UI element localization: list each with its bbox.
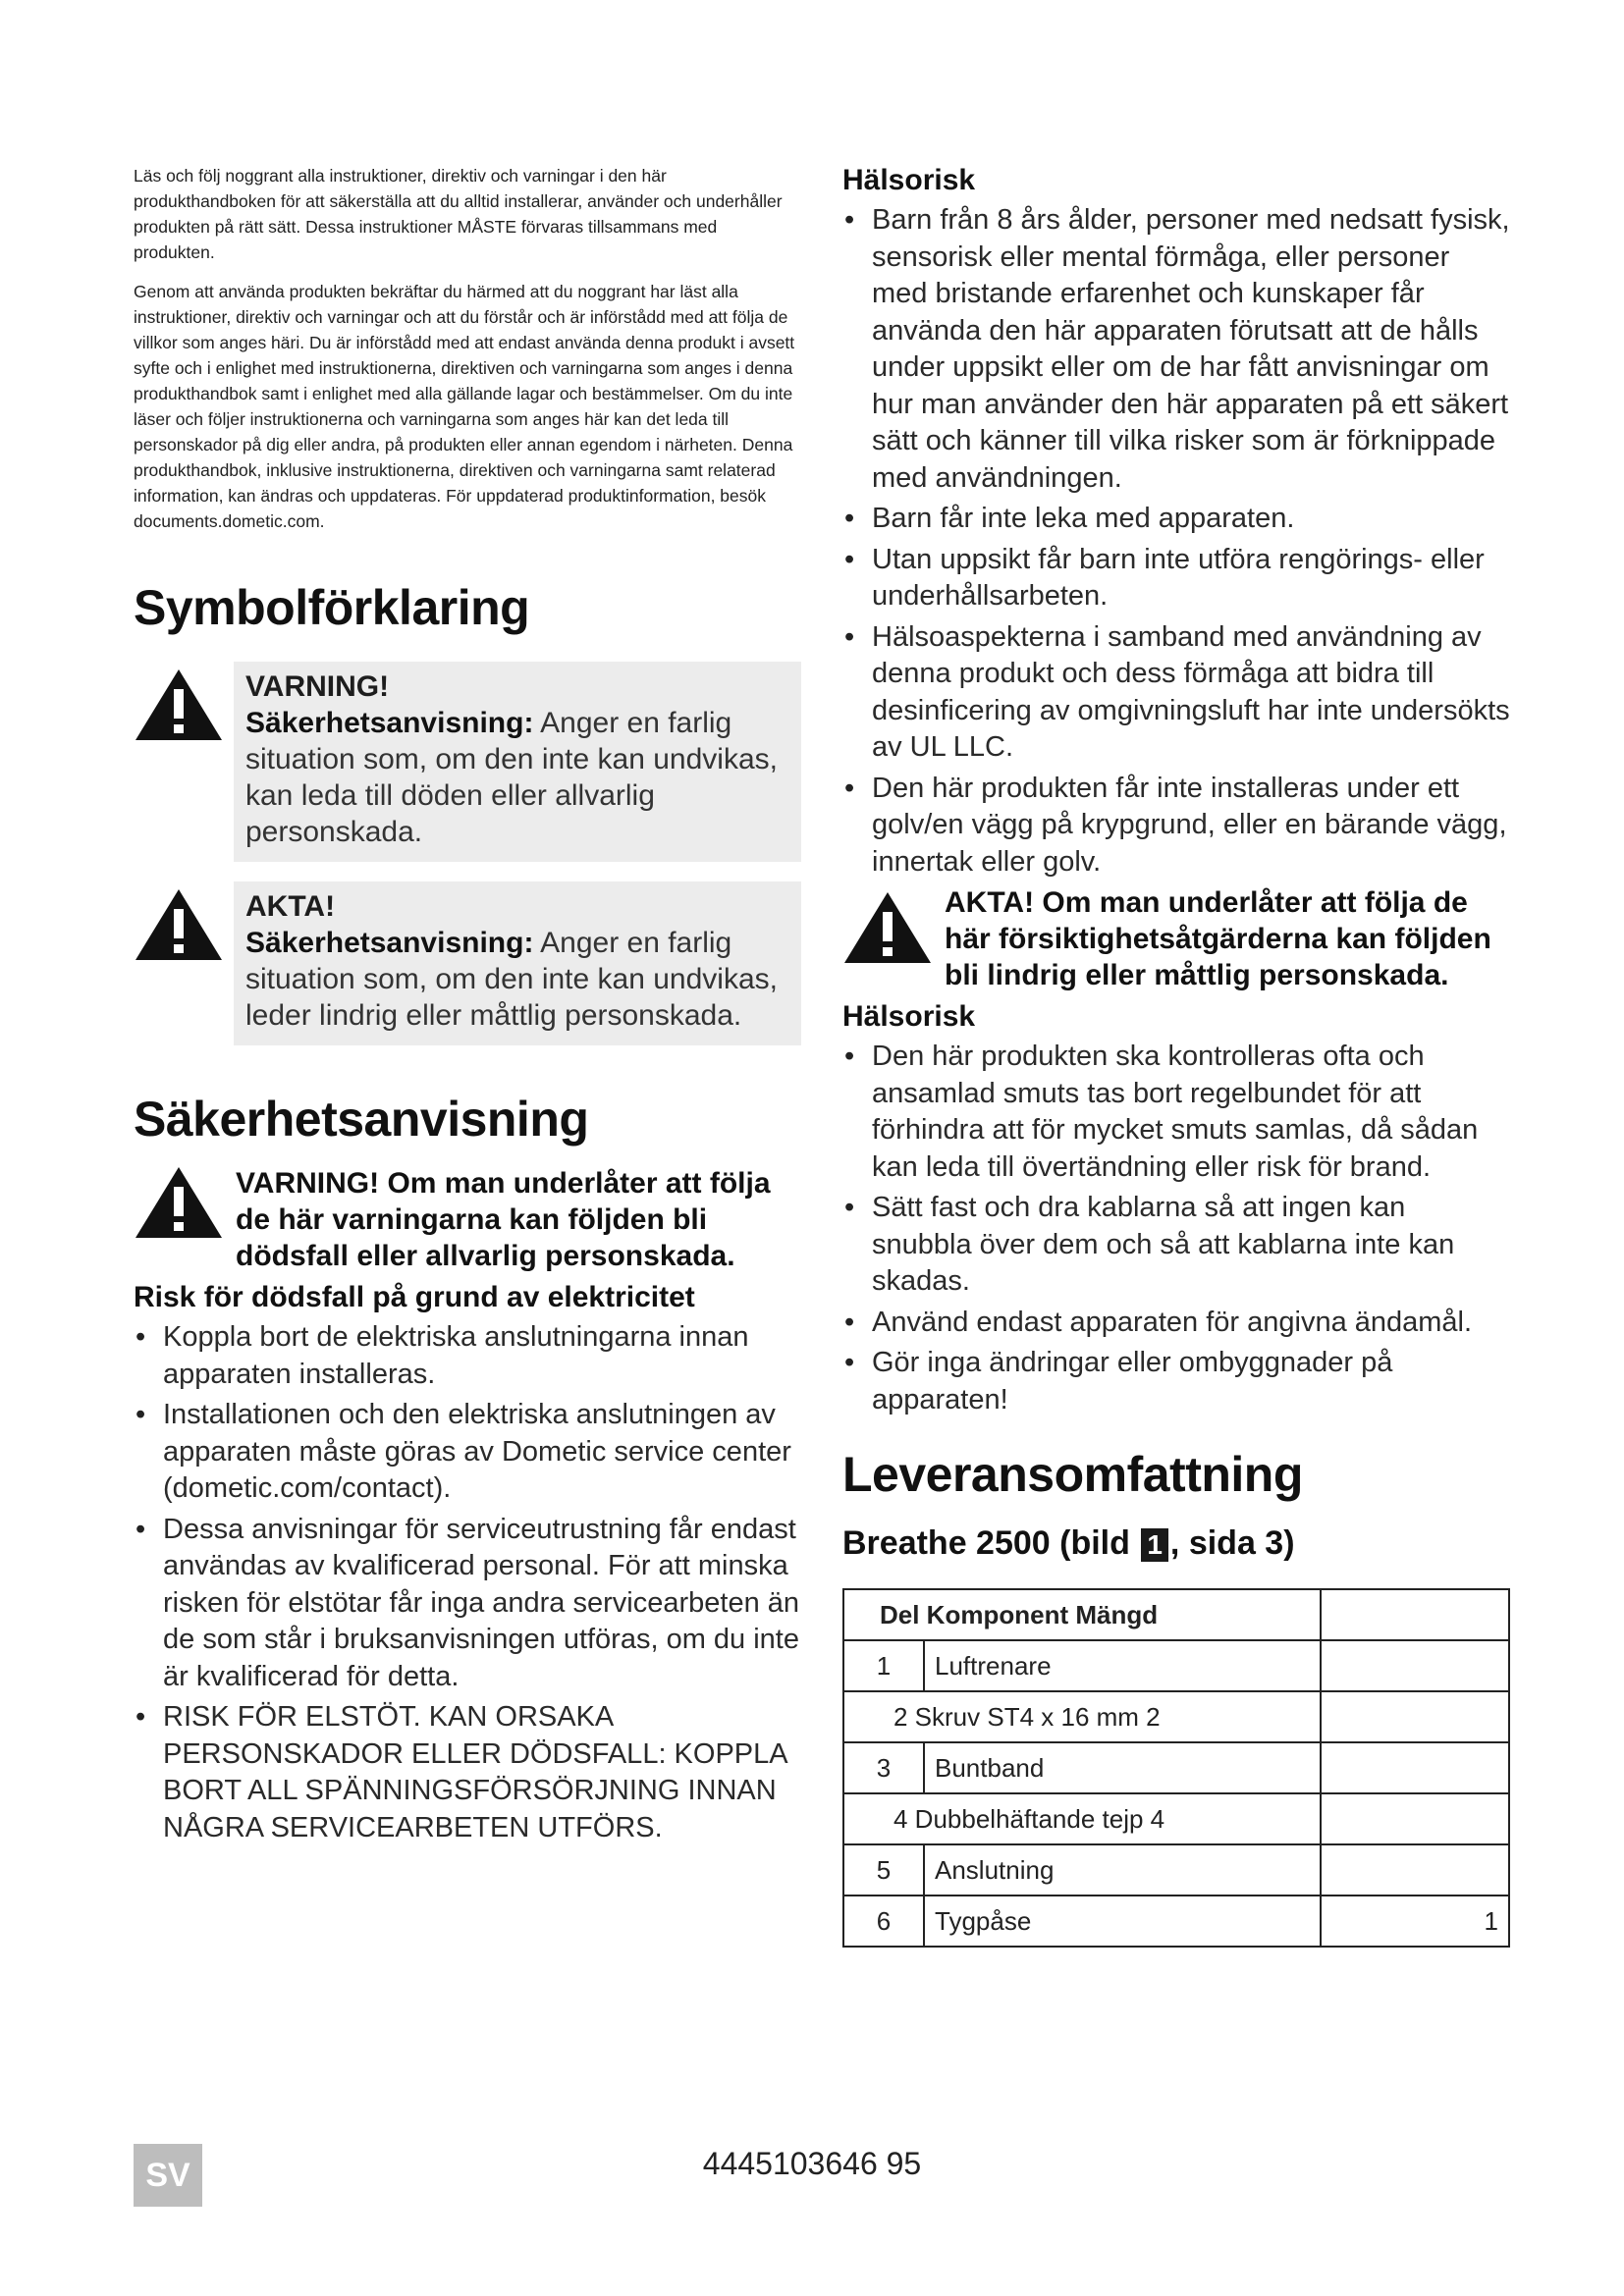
row-number: 1 <box>843 1640 924 1691</box>
caution-title: AKTA! <box>245 890 336 923</box>
product-heading <box>842 1524 1510 1563</box>
list-item: • Den här produkten ska kontrolleras ofta och ansamlad smuts tas bort regelbundet för att förhindra att för mycket smuts samlas, då sådan kan leda till övertändning eller risk för brand. <box>842 1039 1510 1186</box>
language-badge: SV <box>134 2144 202 2207</box>
caution-warning-text: AKTA! Om man underlåter att följa de här försiktighetsåtgärderna kan följden bli lindrig eller måttlig personskada. <box>945 886 1491 991</box>
list-item: • RISK FÖR ELSTÖT. KAN ORSAKA PERSONSKADOR ELLER DÖDSFALL: KOPPLA BORT ALL SPÄNNINGSFÖRSÖRJNING INNAN NÅGRA SERVICEARBETEN UTFÖRS. <box>134 1699 801 1846</box>
caution-icon <box>134 881 224 1045</box>
table-header: Del Komponent Mängd <box>843 1589 1321 1640</box>
list-item: • Barn från 8 års ålder, personer med nedsatt fysisk, sensorisk eller mental förmåga, eller personer med bristande erfarenhet och kunskaper får använda den här apparaten förutsatt att de hålls under uppsikt eller om de har fått anvisningar om hur man använder den här apparaten på ett säkert sätt och känner till vilka risker som är förknippade med användningen. <box>842 202 1510 497</box>
right-column <box>842 163 1510 1948</box>
row-number: 3 <box>843 1742 924 1793</box>
warning-symbol-box <box>134 662 801 862</box>
table-row <box>843 1691 1509 1742</box>
row-name: Buntband <box>924 1742 1321 1793</box>
row-name: 2 Skruv ST4 x 16 mm 2 <box>843 1691 1321 1742</box>
row-quantity <box>1321 1640 1509 1691</box>
caution-symbol-box <box>134 881 801 1045</box>
product-suffix: , sida 3) <box>1169 1524 1295 1562</box>
scope-heading: Leveransomfattning <box>842 1447 1303 1502</box>
page-number: 4445103646 95 <box>702 2146 922 2181</box>
row-quantity: 1 <box>1321 1896 1509 1947</box>
caution-label: Säkerhetsanvisning: <box>245 927 534 959</box>
table-row <box>843 1640 1509 1691</box>
row-number: 6 <box>843 1896 924 1947</box>
list-item: • Använd endast apparaten för angivna ändamål. <box>842 1305 1510 1342</box>
row-quantity <box>1321 1742 1509 1793</box>
row-name: Tygpåse <box>924 1896 1321 1947</box>
list-item: • Koppla bort de elektriska anslutningarna innan apparaten installeras. <box>134 1319 801 1393</box>
warning-title: VARNING! <box>245 670 390 703</box>
list-item: • Dessa anvisningar för serviceutrustning får endast användas av kvalificerad personal. För att minska risken för elstötar får inga andra servicearbeten än de som står i bruksanvisningen utföras, om du inte är kvalificerad för detta. <box>134 1512 801 1696</box>
health-risk-list-1 <box>842 202 1510 881</box>
left-column <box>134 163 801 1850</box>
health-risk-list-2 <box>842 1039 1510 1418</box>
warning-label: Säkerhetsanvisning: <box>245 707 534 739</box>
safety-warning <box>134 1165 801 1274</box>
list-item: • Sätt fast och dra kablarna så att ingen kan snubbla över dem och så att kablarna inte kan skadas. <box>842 1190 1510 1301</box>
table-row <box>843 1793 1509 1844</box>
safety-heading: Säkerhetsanvisning <box>134 1092 589 1147</box>
intro-paragraph-2: Genom att använda produkten bekräftar du härmed att du noggrant har läst alla instruktioner, direktiv och varningar och att du förstår och är införstådd med att följa de villkor som anges häri. Du är införstådd med att endast använda denna produkt i avsett syfte och i enlighet med instruktionerna, direktiven och varningarna som anges i denna produkthandbok samt i enlighet med alla gällande lagar och bestämmelser. Om du inte läser och följer instruktionerna och varningarna som anges här kan det leda till personskador på dig eller andra, på produkten eller annan egendom i närheten. Denna produkthandbok, inklusive instruktionerna, direktiven och varningarna samt relaterad information, kan ändras och uppdateras. För uppdaterad produktinformation, besök documents.dometic.com. <box>134 282 795 531</box>
product-prefix: Breathe 2500 (bild <box>842 1524 1130 1562</box>
row-quantity <box>1321 1793 1509 1844</box>
row-quantity <box>1321 1844 1509 1896</box>
row-quantity <box>1321 1691 1509 1742</box>
warning-description: Anger en farlig situation som, om den inte kan undvikas, kan leda till döden eller allvarlig personskada. <box>245 707 778 848</box>
row-number: 5 <box>843 1844 924 1896</box>
caution-warning <box>842 884 1510 993</box>
safety-warning-text: VARNING! Om man underlåter att följa de här varningarna kan följden bli dödsfall eller allvarlig personskada. <box>236 1167 771 1272</box>
list-item: • Hälsoaspekterna i samband med användning av denna produkt och dess förmåga att bidra till desinficering av omgivningsluft har inte undersökts av UL LLC. <box>842 619 1510 767</box>
list-item: • Gör inga ändringar eller ombyggnader på apparaten! <box>842 1345 1510 1418</box>
list-item: • Installationen och den elektriska anslutningen av apparaten måste göras av Dometic service center (dometic.com/contact). <box>134 1397 801 1508</box>
table-row <box>843 1844 1509 1896</box>
list-item: • Barn får inte leka med apparaten. <box>842 501 1510 538</box>
warning-icon <box>134 1165 236 1274</box>
row-name: 4 Dubbelhäftande tejp 4 <box>843 1793 1321 1844</box>
list-item: • Utan uppsikt får barn inte utföra rengörings- eller underhållsarbeten. <box>842 542 1510 615</box>
figure-number-badge: 1 <box>1141 1528 1168 1562</box>
symbol-heading: Symbolförklaring <box>134 580 530 635</box>
parts-table <box>842 1588 1510 1948</box>
row-name: Luftrenare <box>924 1640 1321 1691</box>
table-header-row <box>843 1589 1509 1640</box>
electric-risk-heading: Risk för dödsfall på grund av elektricitet <box>134 1281 695 1313</box>
intro-paragraph-1: Läs och följ noggrant alla instruktioner, direktiv och varningar i den här produkthandboken för att säkerställa att du alltid installerar, använder och underhåller produkten på rätt sätt. Dessa instruktioner MÅSTE förvaras tillsammans med produkten. <box>134 166 783 262</box>
health-risk-heading-2: Hälsorisk <box>842 1000 976 1033</box>
list-item: • Den här produkten får inte installeras under ett golv/en vägg på krypgrund, eller en bärande vägg, innertak eller golv. <box>842 771 1510 881</box>
row-name: Anslutning <box>924 1844 1321 1896</box>
table-row <box>843 1896 1509 1947</box>
electric-risk-list <box>134 1319 801 1846</box>
table-row <box>843 1742 1509 1793</box>
warning-icon <box>134 662 224 862</box>
caution-description: Anger en farlig situation som, om den inte kan undvikas, leder lindrig eller måttlig personskada. <box>245 927 778 1032</box>
caution-icon <box>842 884 945 993</box>
health-risk-heading-1: Hälsorisk <box>842 164 976 196</box>
